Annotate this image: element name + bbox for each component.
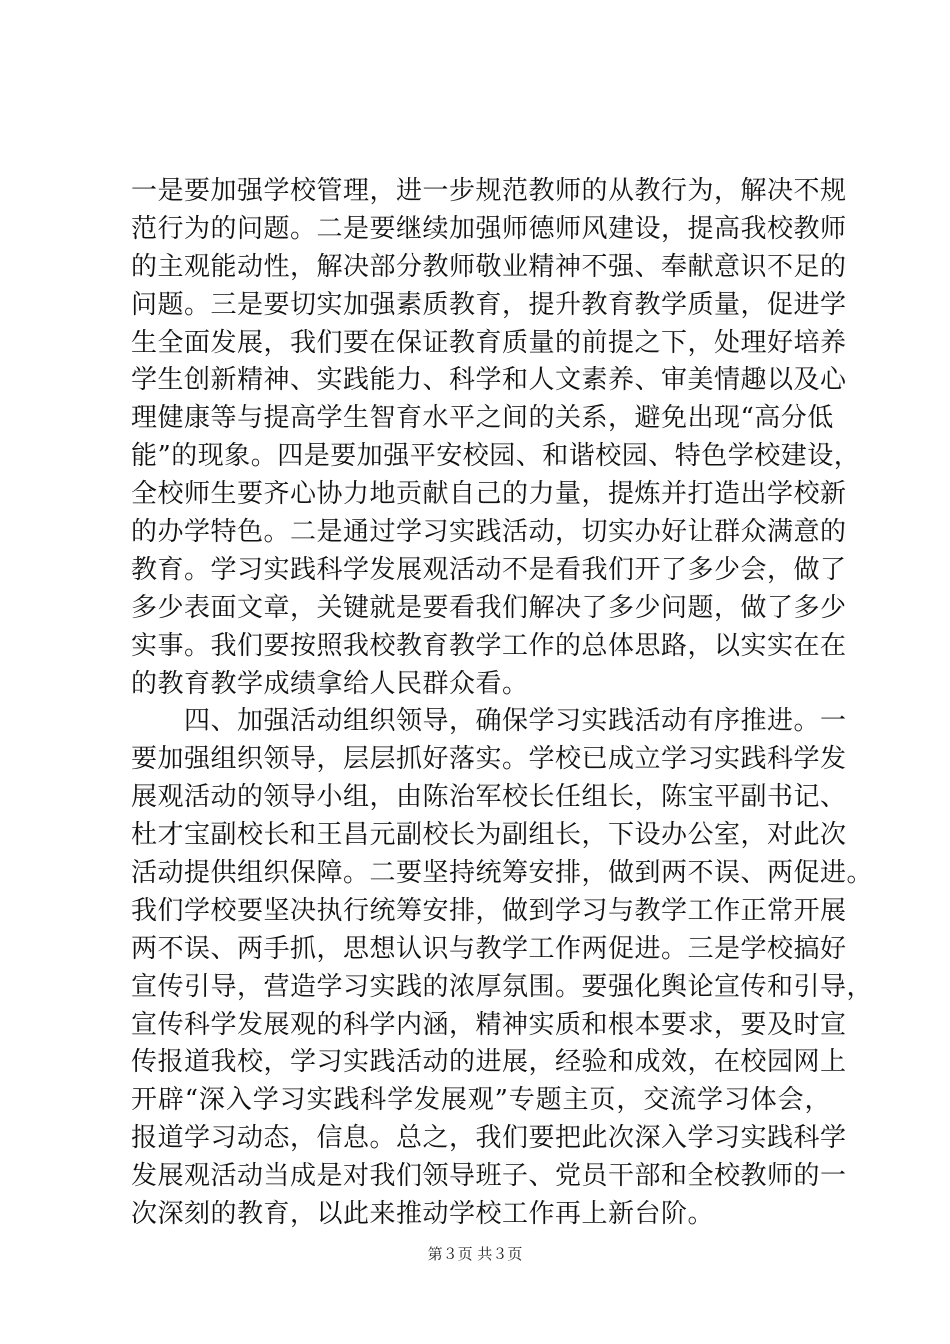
text-line: 理健康等与提高学生智育水平之间的关系，避免出现“高分低 (131, 403, 834, 434)
text-line: 传报道我校，学习实践活动的进展，经验和成效，在校园网上 (131, 1047, 847, 1078)
text-line: 能”的现象。四是要加强平安校园、和谐校园、特色学校建设， (131, 441, 861, 472)
text-line: 一是要加强学校管理，进一步规范教师的从教行为，解决不规 (131, 176, 847, 206)
text-line: 活动提供组织保障。二要坚持统筹安排，做到两不误、两促进。 (131, 858, 874, 889)
page-number-footer: 第３页 共３页 (427, 1245, 523, 1263)
text-line: 教育。学习实践科学发展观活动不是看我们开了多少会，做了 (131, 554, 847, 585)
text-line: 全校师生要齐心协力地贡献自己的力量，提炼并打造出学校新 (131, 479, 847, 510)
text-line: 宣传科学发展观的科学内涵，精神实质和根本要求，要及时宣 (131, 1009, 847, 1040)
paragraph-start-line: 四、加强活动组织领导，确保学习实践活动有序推进。一 (131, 706, 847, 737)
body-text (131, 173, 874, 1234)
text-line: 生全面发展，我们要在保证教育质量的前提之下，处理好培养 (131, 327, 847, 358)
text-line: 问题。三是要切实加强素质教育，提升教育教学质量，促进学 (131, 289, 847, 320)
text-line: 展观活动的领导小组，由陈治军校长任组长，陈宝平副书记、 (131, 782, 847, 813)
text-line: 两不误、两手抓，思想认识与教学工作两促进。三是学校搞好 (131, 933, 847, 964)
text-line: 次深刻的教育，以此来推动学校工作再上新台阶。 (131, 1199, 715, 1230)
text-line: 学生创新精神、实践能力、科学和人文素养、审美情趣以及心 (131, 365, 847, 396)
text-line: 的主观能动性，解决部分教师敬业精神不强、奉献意识不足的 (131, 251, 847, 282)
text-line: 报道学习动态，信息。总之，我们要把此次深入学习实践科学 (131, 1123, 847, 1154)
text-line: 杜才宝副校长和王昌元副校长为副组长，下设办公室，对此次 (131, 820, 847, 851)
text-line: 的教育教学成绩拿给人民群众看。 (131, 668, 529, 699)
text-line: 范行为的问题。二是要继续加强师德师风建设，提高我校教师 (131, 213, 847, 244)
text-line: 要加强组织领导，层层抓好落实。学校已成立学习实践科学发 (131, 744, 847, 775)
text-line: 多少表面文章，关键就是要看我们解决了多少问题，做了多少 (131, 592, 847, 623)
text-line: 宣传引导，营造学习实践的浓厚氛围。要强化舆论宣传和引导， (131, 971, 874, 1002)
text-line: 的办学特色。二是通过学习实践活动，切实办好让群众满意的 (131, 517, 847, 548)
text-line: 开辟“深入学习实践科学发展观”专题主页，交流学习体会， (131, 1085, 831, 1116)
text-line: 我们学校要坚决执行统筹安排，做到学习与教学工作正常开展 (131, 895, 847, 926)
text-line: 发展观活动当成是对我们领导班子、党员干部和全校教师的一 (131, 1161, 847, 1192)
text-line: 实事。我们要按照我校教育教学工作的总体思路，以实实在在 (131, 630, 847, 661)
